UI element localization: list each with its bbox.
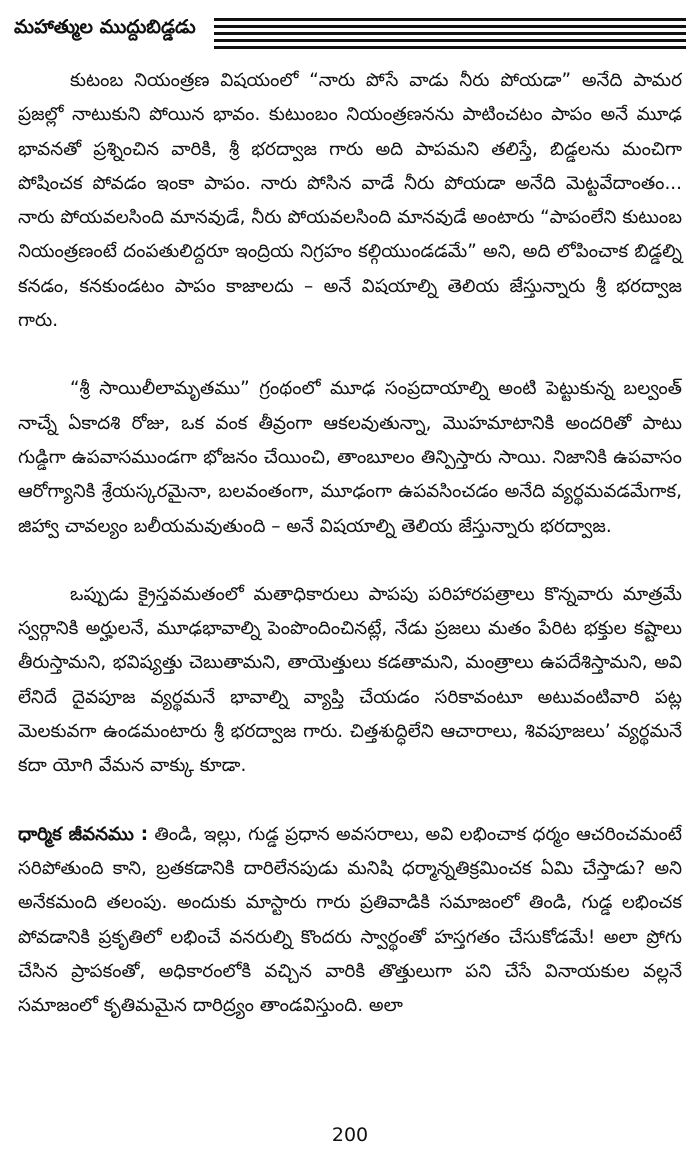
- header-rule: [214, 39, 686, 42]
- header-rule: [214, 18, 686, 21]
- header-rule: [214, 25, 686, 28]
- page-body: [18, 64, 682, 1023]
- paragraph-dharmic-living: [18, 818, 682, 1024]
- header-rules: [214, 18, 686, 53]
- header-rule: [214, 32, 686, 35]
- paragraph-family-planning: కుటంబ నియంత్రణ విషయంలో “నారు పోసే వాడు నీరు పోయడా” అనేది పామర ప్రజల్లో నాటుకుని పోయిన భావం. కుటుంబం నియంత్రణనను పాటించటం పాపం అనే మూఢ భావనతో ప్రశ్నించిన వారికి, శ్రీ భరద్వాజ గారు అది పాపమని తలిస్తే, బిడ్డలను మంచిగా పోషించక పోవడం ఇంకా పాపం. నారు పోసిన వాడే నీరు పోయడా అనేది మెట్టవేదాంతం... నారు పోయవలసింది మానవుడే, నీరు పోయవలసింది మానవుడే అంటారు “పాపంలేని కుటుంబ నియంత్రణంటే దంపతులిద్దరూ ఇంద్రియ నిగ్రహం కల్గియుండడమే” అని, అది లోపించాక బిడ్డల్ని కనడం, కనకుండటం పాపం కాజాలదు – అనే విషయాల్ని తెలియ జేస్తున్నారు శ్రీ భరద్వాజ గారు.: [18, 70, 682, 332]
- header-rule: [214, 46, 686, 49]
- page-header: [14, 10, 686, 56]
- section-term: ధార్మిక జీవనము :: [18, 823, 149, 845]
- paragraph-superstitions: ఒప్పుడు క్రైస్తవమతంలో మతాధికారులు పాపపు పరిహారపత్రాలు కొన్నవారు మాత్రమే స్వర్గానికి అర్హులనే, మూఢభావాల్ని పెంపొందించినట్లే, నేడు ప్రజలు మతం పేరిట భక్తుల కష్టాలు తీరుస్తామని, భవిష్యత్తు చెబుతామని, తాయెత్తులు కడతామని, మంత్రాలు ఉపదేశిస్తామని, అవి లేనిదే దైవపూజ వ్యర్థమనే భావాల్ని వ్యాప్తి చేయడం సరికావంటూ అటువంటివారి పట్ల మెలకువగా ఉండమంటారు శ్రీ భరద్వాజ గారు. చిత్తశుద్ధిలేని ఆచారాలు, శివపూజలు’ వ్యర్థమనే కదా యోగి వేమన వాక్కు కూడా.: [18, 583, 682, 777]
- section-text: తిండి, ఇల్లు, గుడ్డ ప్రధాన అవసరాలు, అవి లభించాక ధర్మం ఆచరించమంటే సరిపోతుంది కాని, బ్రతకడానికి దారిలేనపుడు మనిషి ధర్మాన్నతిక్రమించక ఏమి చేస్తాడు? అని అనేకమంది తలంపు. అందుకు మాస్టారు గారు ప్రతివాడికి సమాజంలో తిండి, గుడ్డ లభించక పోవడానికి ప్రకృతిలో లభించే వనరుల్ని కొందరు స్వార్థంతో హస్తగతం చేసుకోడమే! అలా ప్రోగు చేసిన ప్రాపకంతో, అధికారంలోకి వచ్చిన వారికి తొత్తులుగా పని చేసే వినాయకుల వల్లనే సమాజంలో కృతిమమైన దారిద్ర్యం తాండవిస్తుంది. అలా: [18, 823, 682, 1017]
- paragraph-sai-leelamrutham: “శ్రీ సాయిలీలామృతము” గ్రంథంలో మూఢ సంప్రదాయాల్ని అంటి పెట్టుకున్న బల్వంత్ నాచ్నే ఏకాదశి రోజు, ఒక వంక తీవ్రంగా ఆకలవుతున్నా, మొహమాటానికి అందరితో పాటు గుడ్డిగా ఉపవాసముండగా భోజనం చేయించి, తాంబూలం తిన్పిస్తారు సాయి. నిజానికి ఉపవాసం ఆరోగ్యానికి శ్రేయస్కరమైనా, బలవంతంగా, మూఢంగా ఉపవసించడం అనేది వ్యర్థమవడమేగాక, జిహ్వా చావల్యం బలీయమవుతుంది – అనే విషయాల్ని తెలియ జేస్తున్నారు భరద్వాజ.: [18, 378, 682, 537]
- page-number: 200: [331, 1124, 369, 1146]
- running-title: మహాత్ముల ముద్దుబిడ్డడు: [14, 16, 196, 38]
